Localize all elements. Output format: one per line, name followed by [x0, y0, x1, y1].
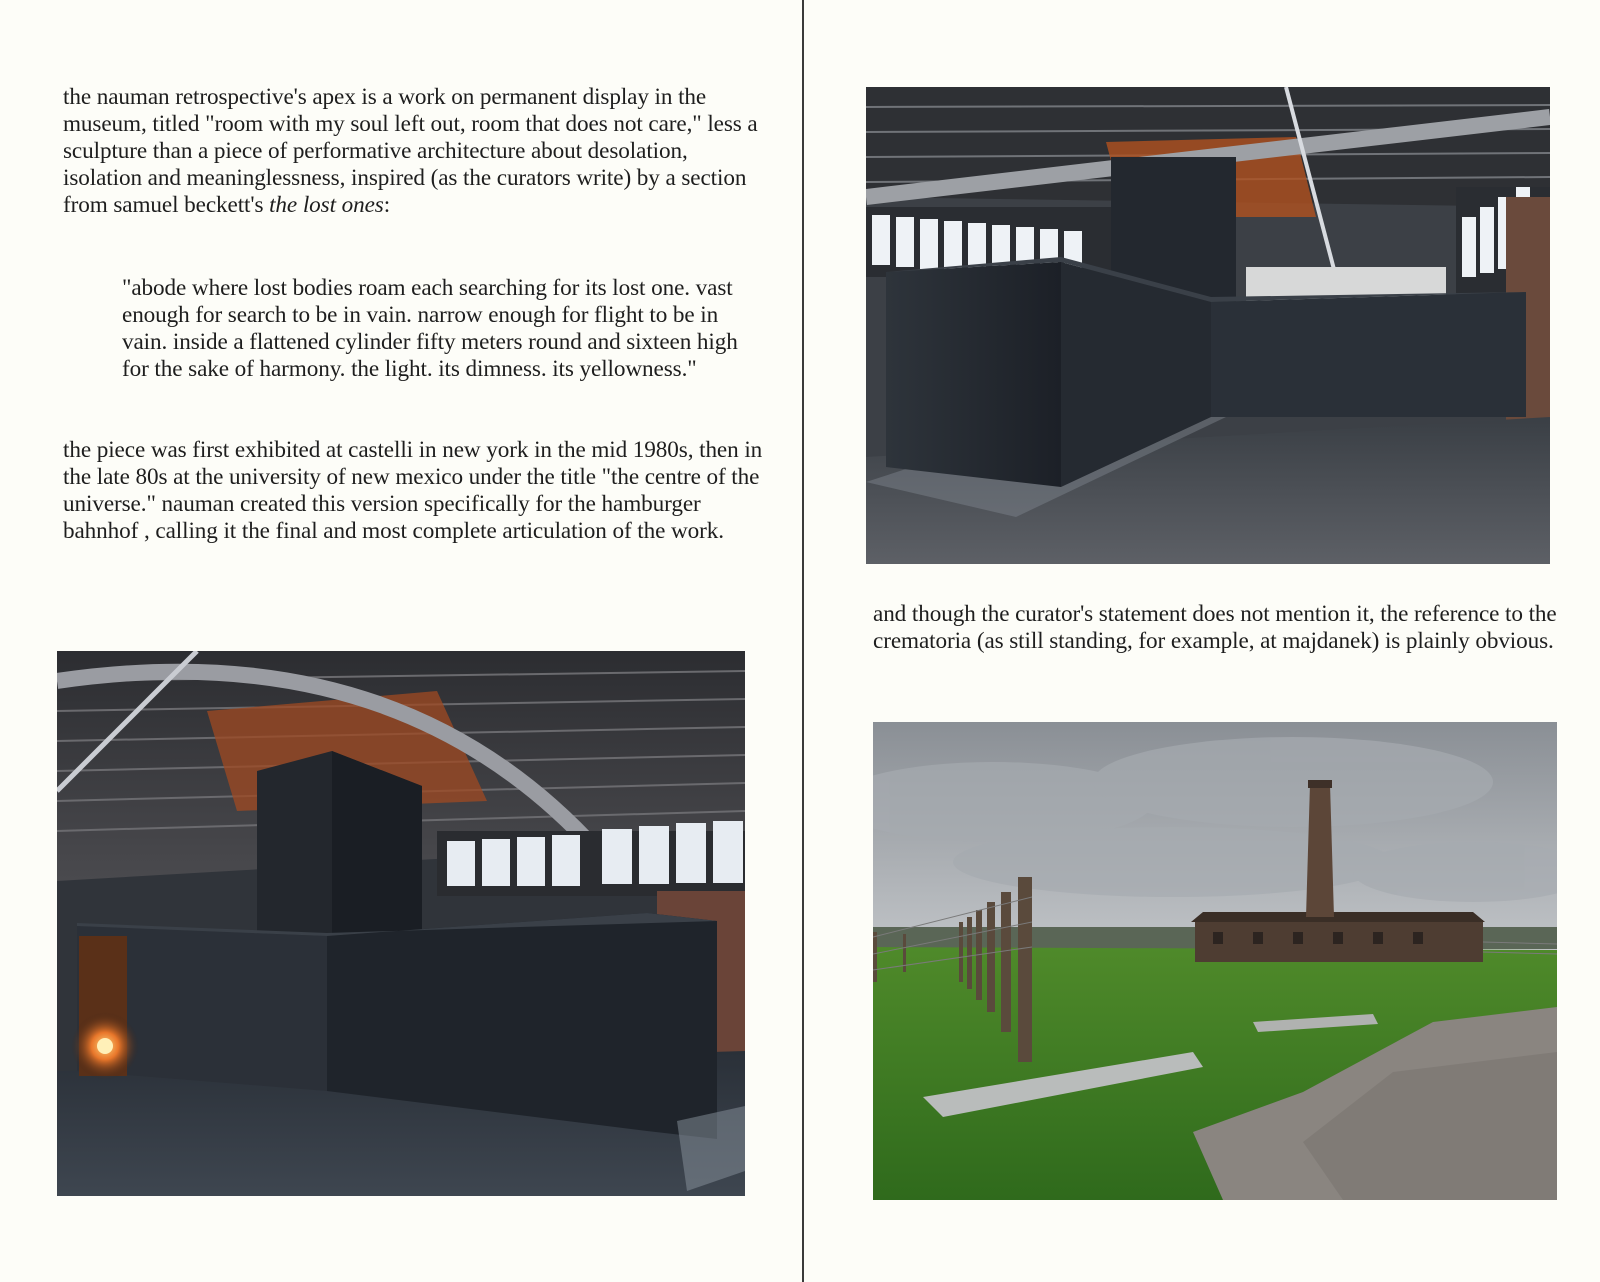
crematoria-paragraph: and though the curator's statement does not mention it, the reference to the crematoria (as still standing, for example, at majdanek) is plainly obvious. — [873, 601, 1557, 654]
book-title-italic: the lost ones — [269, 192, 384, 218]
installation-photo-right — [866, 87, 1550, 564]
history-paragraph: the piece was first exhibited at castelli in new york in the mid 1980s, then in the late 80s at the university of new mexico under the title "the centre of the universe." nauman created this version specifically for the hamburger bahnhof , calling it the final and most complete articulation of the work. — [63, 437, 763, 544]
majdanek-photo — [873, 722, 1557, 1200]
beckett-quote: "abode where lost bodies roam each searching for its lost one. vast enough for search to be in vain. narrow enough for flight to be in vain. inside a flattened cylinder fifty meters round and sixteen high for the sake of harmony. the light. its dimness. its yellowness." — [122, 275, 738, 382]
intro-text-after: : — [383, 192, 391, 218]
intro-text-before: the nauman retrospective's apex is a work on permanent display in the museum, titled "room with my soul left out, room that does not care," less a sculpture than a piece of performative architecture about desolation, isolation and meaninglessness, inspired (as the curators write) by a section from samuel beckett's — [63, 84, 758, 218]
installation-photo-left — [57, 651, 745, 1196]
page-divider — [802, 0, 804, 1282]
intro-paragraph — [63, 84, 763, 219]
